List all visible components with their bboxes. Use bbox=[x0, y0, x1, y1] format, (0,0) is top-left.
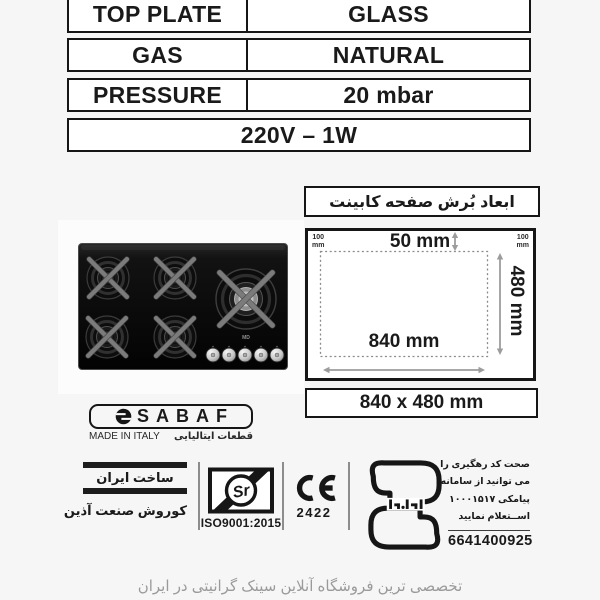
tracking-number: 6641400925 bbox=[448, 532, 533, 549]
spec-row-top-plate bbox=[67, 0, 531, 33]
cutout-summary: 840 x 480 mm bbox=[305, 388, 538, 418]
company-name: کوروش صنعت آذین bbox=[63, 503, 187, 518]
made-in-italy-label: MADE IN ITALY bbox=[89, 431, 160, 442]
tracking-line-3: پیامکی ۱۰۰۰۱۵۱۷ bbox=[448, 493, 530, 505]
spec-row-gas bbox=[67, 38, 531, 72]
spec-label-cell bbox=[69, 40, 248, 70]
tracking-note bbox=[440, 456, 533, 549]
spec-value-cell bbox=[248, 40, 529, 70]
spec-label: PRESSURE bbox=[93, 81, 222, 108]
product-image bbox=[78, 243, 288, 370]
width-label: 840 mm bbox=[368, 331, 440, 352]
burner-top-right bbox=[153, 256, 197, 300]
sabaf-logo-box bbox=[89, 404, 253, 429]
spec-label-cell bbox=[69, 0, 248, 31]
knob bbox=[238, 348, 252, 362]
spec-value-cell bbox=[248, 80, 529, 110]
spec-label: TOP PLATE bbox=[92, 0, 223, 27]
dimension-arrow-width bbox=[323, 367, 485, 373]
knob bbox=[254, 348, 268, 362]
italian-parts-label: قطعات ایتالیایی bbox=[174, 431, 253, 442]
spec-row-pressure bbox=[67, 78, 531, 112]
tracking-line-1: صحت کد رهگیری را bbox=[440, 459, 530, 470]
tracking-line-2: می توانید از سامانه bbox=[440, 476, 530, 488]
sabaf-brand-name: SABAF bbox=[137, 406, 234, 426]
tracking-line-4: اســتعلام نمایید bbox=[458, 511, 530, 523]
isiri-logo-icon bbox=[362, 459, 448, 551]
power-rating: 220V – 1W bbox=[240, 121, 358, 148]
corner-gap-label-left: 100 mm bbox=[312, 234, 325, 249]
spec-value: GLASS bbox=[348, 0, 429, 27]
product-photo bbox=[58, 220, 304, 394]
ce-mark-icon bbox=[292, 474, 338, 502]
spec-value: NATURAL bbox=[332, 41, 445, 68]
burner-top-left bbox=[86, 256, 130, 300]
ce-number: 2422 bbox=[296, 505, 332, 520]
dimension-arrow-height bbox=[497, 253, 503, 355]
made-in-iran-label: ساخت ایران bbox=[96, 470, 174, 485]
divider-bar bbox=[83, 488, 187, 494]
footer-caption: تخصصی ترین فروشگاه آنلاین سینک گرانیتی در ایران bbox=[137, 578, 463, 595]
spec-label: GAS bbox=[132, 41, 183, 68]
cutout-title: ابعاد بُرش صفحه کابینت bbox=[304, 186, 540, 217]
corner-gap-label-right: 100 mm bbox=[516, 234, 529, 249]
vertical-divider bbox=[348, 462, 350, 530]
knob bbox=[222, 348, 236, 362]
tracking-divider bbox=[448, 530, 530, 531]
isiri-script-band bbox=[387, 498, 425, 511]
spec-value-cell bbox=[248, 0, 529, 31]
vertical-divider bbox=[282, 462, 284, 530]
spec-value: 20 mbar bbox=[343, 81, 434, 108]
spec-label-cell bbox=[69, 80, 248, 110]
top-gap-label: 50 mm bbox=[389, 231, 451, 252]
height-label: 480 mm bbox=[506, 265, 527, 337]
iso-monogram: Sr bbox=[231, 482, 252, 502]
sabaf-icon bbox=[115, 408, 132, 425]
iso-logo-icon bbox=[208, 467, 274, 514]
hob-brand-mark: MD bbox=[242, 335, 250, 341]
hob-glare bbox=[81, 245, 285, 250]
burner-bottom-left bbox=[85, 315, 129, 359]
sabaf-captions bbox=[89, 431, 253, 442]
burner-large bbox=[216, 269, 276, 329]
cutout-diagram-drawing bbox=[308, 231, 533, 378]
cutout-diagram bbox=[305, 228, 536, 381]
spec-row-power bbox=[67, 118, 531, 152]
made-in-iran-block bbox=[63, 462, 187, 519]
knob bbox=[206, 348, 220, 362]
burner-bottom-right bbox=[153, 315, 197, 359]
iso-label: ISO9001:2015 bbox=[200, 516, 282, 530]
knob bbox=[270, 348, 284, 362]
